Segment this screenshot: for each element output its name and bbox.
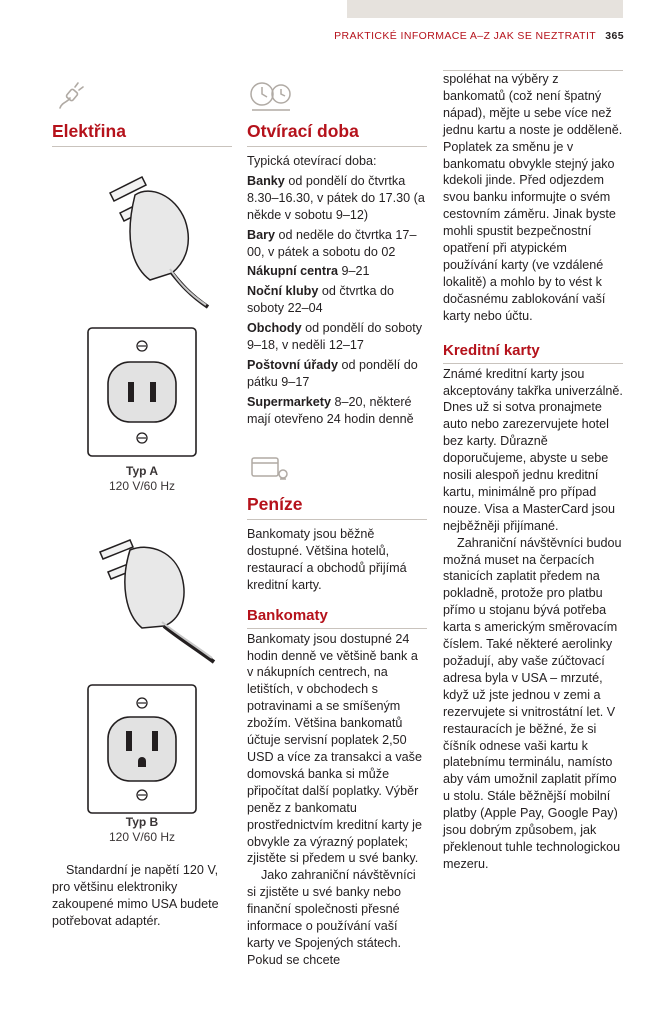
clock-icon bbox=[248, 80, 294, 114]
hours-item bbox=[247, 357, 427, 391]
bankomaty-p2-continued: spoléhat na výběry z bankomatů (což není špatný nápad), mějte u sebe více než jednu kartu a noste je odděleně. Poplatek za směnu je v bankomatu obvykle stejný jako kdekoli jinde. Před odjezdem svou banku informujte o svém cestovním záměru. Jinak byste mohli spustit bezpečnostní opatření při atypickém používání karty (ve vzdálené lokalitě) a mohlo by to vést k dočasnému zablokování vaší karty nebo účtu. bbox=[443, 72, 623, 323]
hours-item bbox=[247, 394, 427, 428]
penize-body: Bankomaty jsou běžně dostupné. Většina hotelů, restaurací a obchodů přijímá kreditní karty. bbox=[247, 527, 407, 592]
header-bar bbox=[347, 0, 623, 18]
hours-item-text: od neděle do čtvrtka 17–00, v pátek a sobotu do 02 bbox=[247, 227, 417, 259]
bankomaty-p1: Bankomaty jsou dostupné 24 hodin denně ve většině bank a v nákupních centrech, na letištích, v obchodech s potravinami a se smíšeným zbožím. Většina bankomatů účtuje servisní poplatek 2,50 USD a více za transakci a vaše domovská banka si může připočítat další poplatky. Výběr peněz z bankomatu prostřednictvím kreditní karty je obvykle za výrazný poplatek; zjistěte si předem u své banky. bbox=[247, 631, 422, 866]
heading-oteviraci-doba: Otvírací doba bbox=[247, 120, 427, 147]
header-subsection: JAK SE NEZTRATIT bbox=[493, 30, 596, 42]
hours-item bbox=[247, 173, 427, 224]
heading-bankomaty: Bankomaty bbox=[247, 606, 328, 624]
header-section: PRAKTICKÉ INFORMACE A–Z bbox=[334, 30, 491, 42]
socket-type-b-illustration bbox=[86, 683, 198, 815]
heading-penize: Peníze bbox=[247, 493, 427, 520]
hours-item-text: od pondělí do soboty 9–18, v neděli 12–17 bbox=[247, 321, 423, 353]
hours-item-name: Obchody bbox=[247, 321, 302, 336]
hours-item-text: od pondělí do pátku 9–17 bbox=[247, 357, 418, 389]
caption-type-a bbox=[72, 464, 212, 494]
hours-item-name: Supermarkety bbox=[247, 394, 331, 409]
hours-item-text: 8–20, některé mají otevřeno 24 hodin denně bbox=[247, 394, 414, 426]
plug-type-a-illustration bbox=[80, 165, 220, 315]
type-b-spec: 120 V/60 Hz bbox=[108, 830, 176, 844]
caption-type-b bbox=[72, 815, 212, 845]
hours-item bbox=[247, 263, 427, 280]
hours-item-text: 9–21 bbox=[341, 264, 370, 279]
hours-item bbox=[247, 283, 427, 317]
hours-intro: Typická otevírací doba: bbox=[247, 154, 377, 168]
hours-item-name: Noční kluby bbox=[247, 284, 319, 299]
hours-item-name: Poštovní úřady bbox=[247, 357, 338, 372]
page-number: 365 bbox=[605, 30, 624, 42]
elektrina-body: Standardní je napětí 120 V, pro většinu elektroniky zakoupené mimo USA budete potřebovat adaptér. bbox=[52, 863, 219, 928]
running-header bbox=[334, 30, 624, 42]
hours-item-name: Bary bbox=[247, 227, 276, 242]
hours-item bbox=[247, 227, 427, 261]
hours-item-name: Nákupní centra bbox=[247, 264, 338, 279]
type-a-spec: 120 V/60 Hz bbox=[108, 479, 176, 493]
type-a-label: Typ A bbox=[126, 464, 158, 478]
bankomaty-p2: Jako zahraniční návštěvníci si zjistěte u své banky nebo finanční společnosti přesné informace o používání vaší karty ve Spojených státech. Pokud se chcete bbox=[247, 868, 416, 967]
hours-list bbox=[247, 173, 427, 428]
socket-type-a-illustration bbox=[86, 326, 198, 458]
hours-item bbox=[247, 320, 427, 354]
plug-icon bbox=[52, 78, 88, 114]
hours-item-text: od pondělí do čtvrtka 8.30–16.30, v pátek do 17.30 (a někde v sobotu 9–12) bbox=[247, 173, 425, 222]
hours-item-name: Banky bbox=[247, 173, 285, 188]
hours-item-text: od čtvrtka do soboty 22–04 bbox=[247, 284, 394, 316]
plug-type-b-illustration bbox=[80, 522, 220, 672]
kreditni-karty-p1: Známé kreditní karty jsou akceptovány takřka univerzálně. Dnes už si sotva pronajmete auto nebo zarezervujete hotel bez karty. Důrazně doporučujeme, abyste u sebe nosili alespoň jednu kreditní kartu, minimálně pro případ nouze. Visa a MasterCard jsou nejběžněji přijímané. bbox=[443, 366, 623, 533]
type-b-label: Typ B bbox=[125, 815, 159, 829]
heading-kreditni-karty: Kreditní karty bbox=[443, 341, 540, 359]
kreditni-karty-p2: Zahraniční návštěvníci budou možná muset na čerpacích stanicích zaplatit předem na pokladně, protože pro platbu přímo u stojanu bývá potřeba karta s americkým směrovacím číslem. Také některé aerolinky požadují, aby vaše zúčtovací adresa byla v USA – mrzuté, když už jste jednou v zemi a rezervujete si vnitrostátní let. V restauracích je běžné, že si číšník odnese vaši kartu k platebnímu terminálu, namísto aby vám umožnil zaplatit přímo u stolu. Stále běžnější mobilní platby (Apple Pay, Google Pay) jsou dobrým způsobem, jak překlenout tuhle technologickou mezeru. bbox=[443, 535, 622, 871]
heading-elektrina: Elektřina bbox=[52, 120, 232, 147]
bankomaty-section bbox=[247, 628, 427, 969]
kreditni-karty-section bbox=[443, 363, 623, 873]
wallet-icon bbox=[249, 452, 289, 482]
